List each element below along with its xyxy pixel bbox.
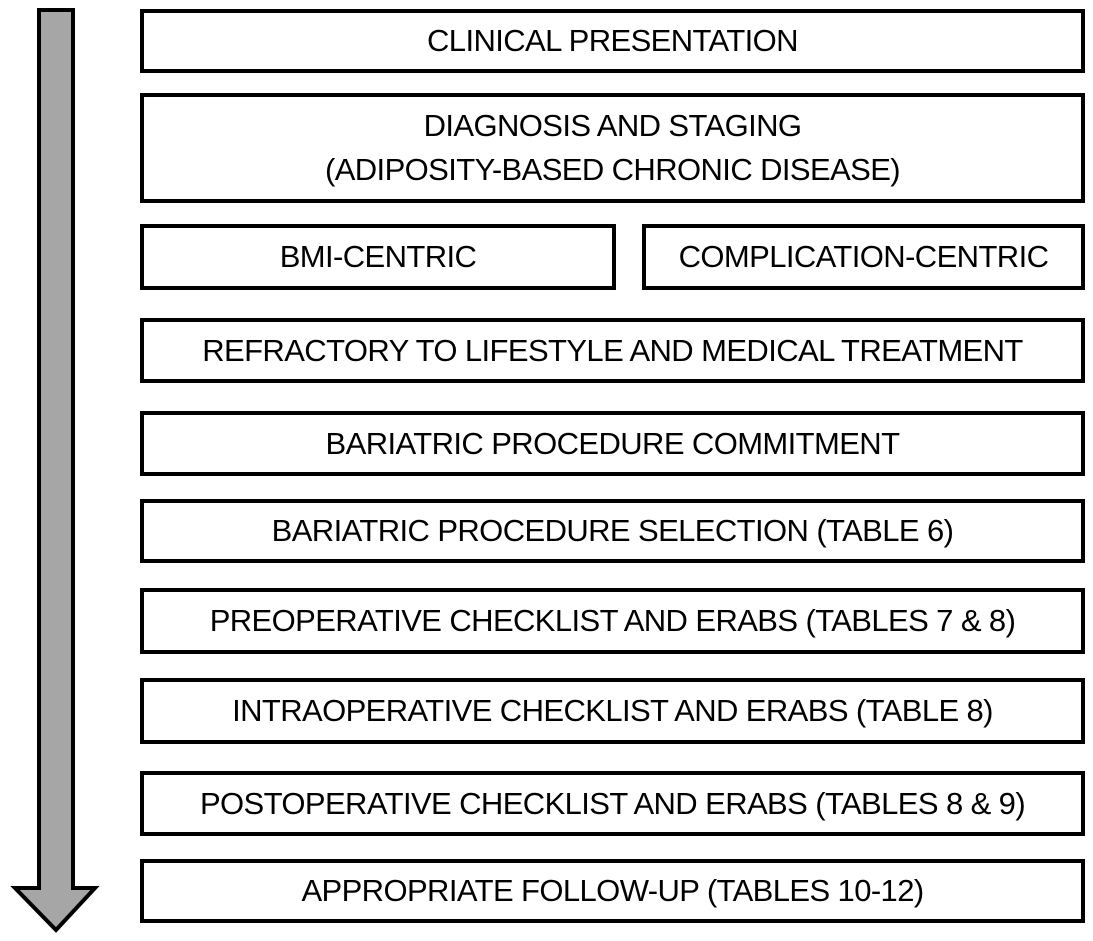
follow-up-box bbox=[140, 859, 1085, 923]
bmi-centric-label: BMI-CENTRIC bbox=[279, 239, 477, 274]
procedure-selection-box bbox=[140, 499, 1085, 563]
procedure-commitment-box bbox=[140, 411, 1085, 476]
intraoperative-checklist-box bbox=[140, 678, 1085, 744]
clinical-presentation-label: CLINICAL PRESENTATION bbox=[427, 23, 798, 58]
diagnosis-staging-box bbox=[140, 93, 1085, 203]
intraoperative-checklist-label: INTRAOPERATIVE CHECKLIST AND ERABS (TABLE 8) bbox=[232, 693, 993, 728]
procedure-commitment-label: BARIATRIC PROCEDURE COMMITMENT bbox=[325, 425, 900, 461]
clinical-presentation-box bbox=[140, 9, 1085, 73]
follow-up-label: APPROPRIATE FOLLOW-UP (TABLES 10-12) bbox=[301, 873, 924, 908]
down-arrow-icon bbox=[0, 0, 100, 941]
postoperative-checklist-label: POSTOPERATIVE CHECKLIST AND ERABS (TABLES 8 & 9) bbox=[199, 785, 1026, 821]
preoperative-checklist-label: PREOPERATIVE CHECKLIST AND ERABS (TABLES 7 & 8) bbox=[209, 603, 1016, 638]
preoperative-checklist-box bbox=[140, 588, 1085, 654]
refractory-label: REFRACTORY TO LIFESTYLE AND MEDICAL TREATMENT bbox=[202, 332, 1023, 368]
down-arrow-shape bbox=[15, 10, 95, 930]
postoperative-checklist-box bbox=[140, 771, 1085, 836]
refractory-box bbox=[140, 318, 1085, 383]
bmi-centric-box bbox=[140, 224, 616, 290]
procedure-selection-label: BARIATRIC PROCEDURE SELECTION (TABLE 6) bbox=[271, 513, 954, 548]
complication-centric-box bbox=[642, 224, 1085, 290]
diagnosis-staging-label: DIAGNOSIS AND STAGING bbox=[423, 108, 802, 143]
diagnosis-staging-sublabel: (ADIPOSITY-BASED CHRONIC DISEASE) bbox=[324, 152, 901, 187]
diagnosis-staging-text bbox=[325, 104, 900, 192]
complication-centric-label: COMPLICATION-CENTRIC bbox=[678, 239, 1049, 274]
